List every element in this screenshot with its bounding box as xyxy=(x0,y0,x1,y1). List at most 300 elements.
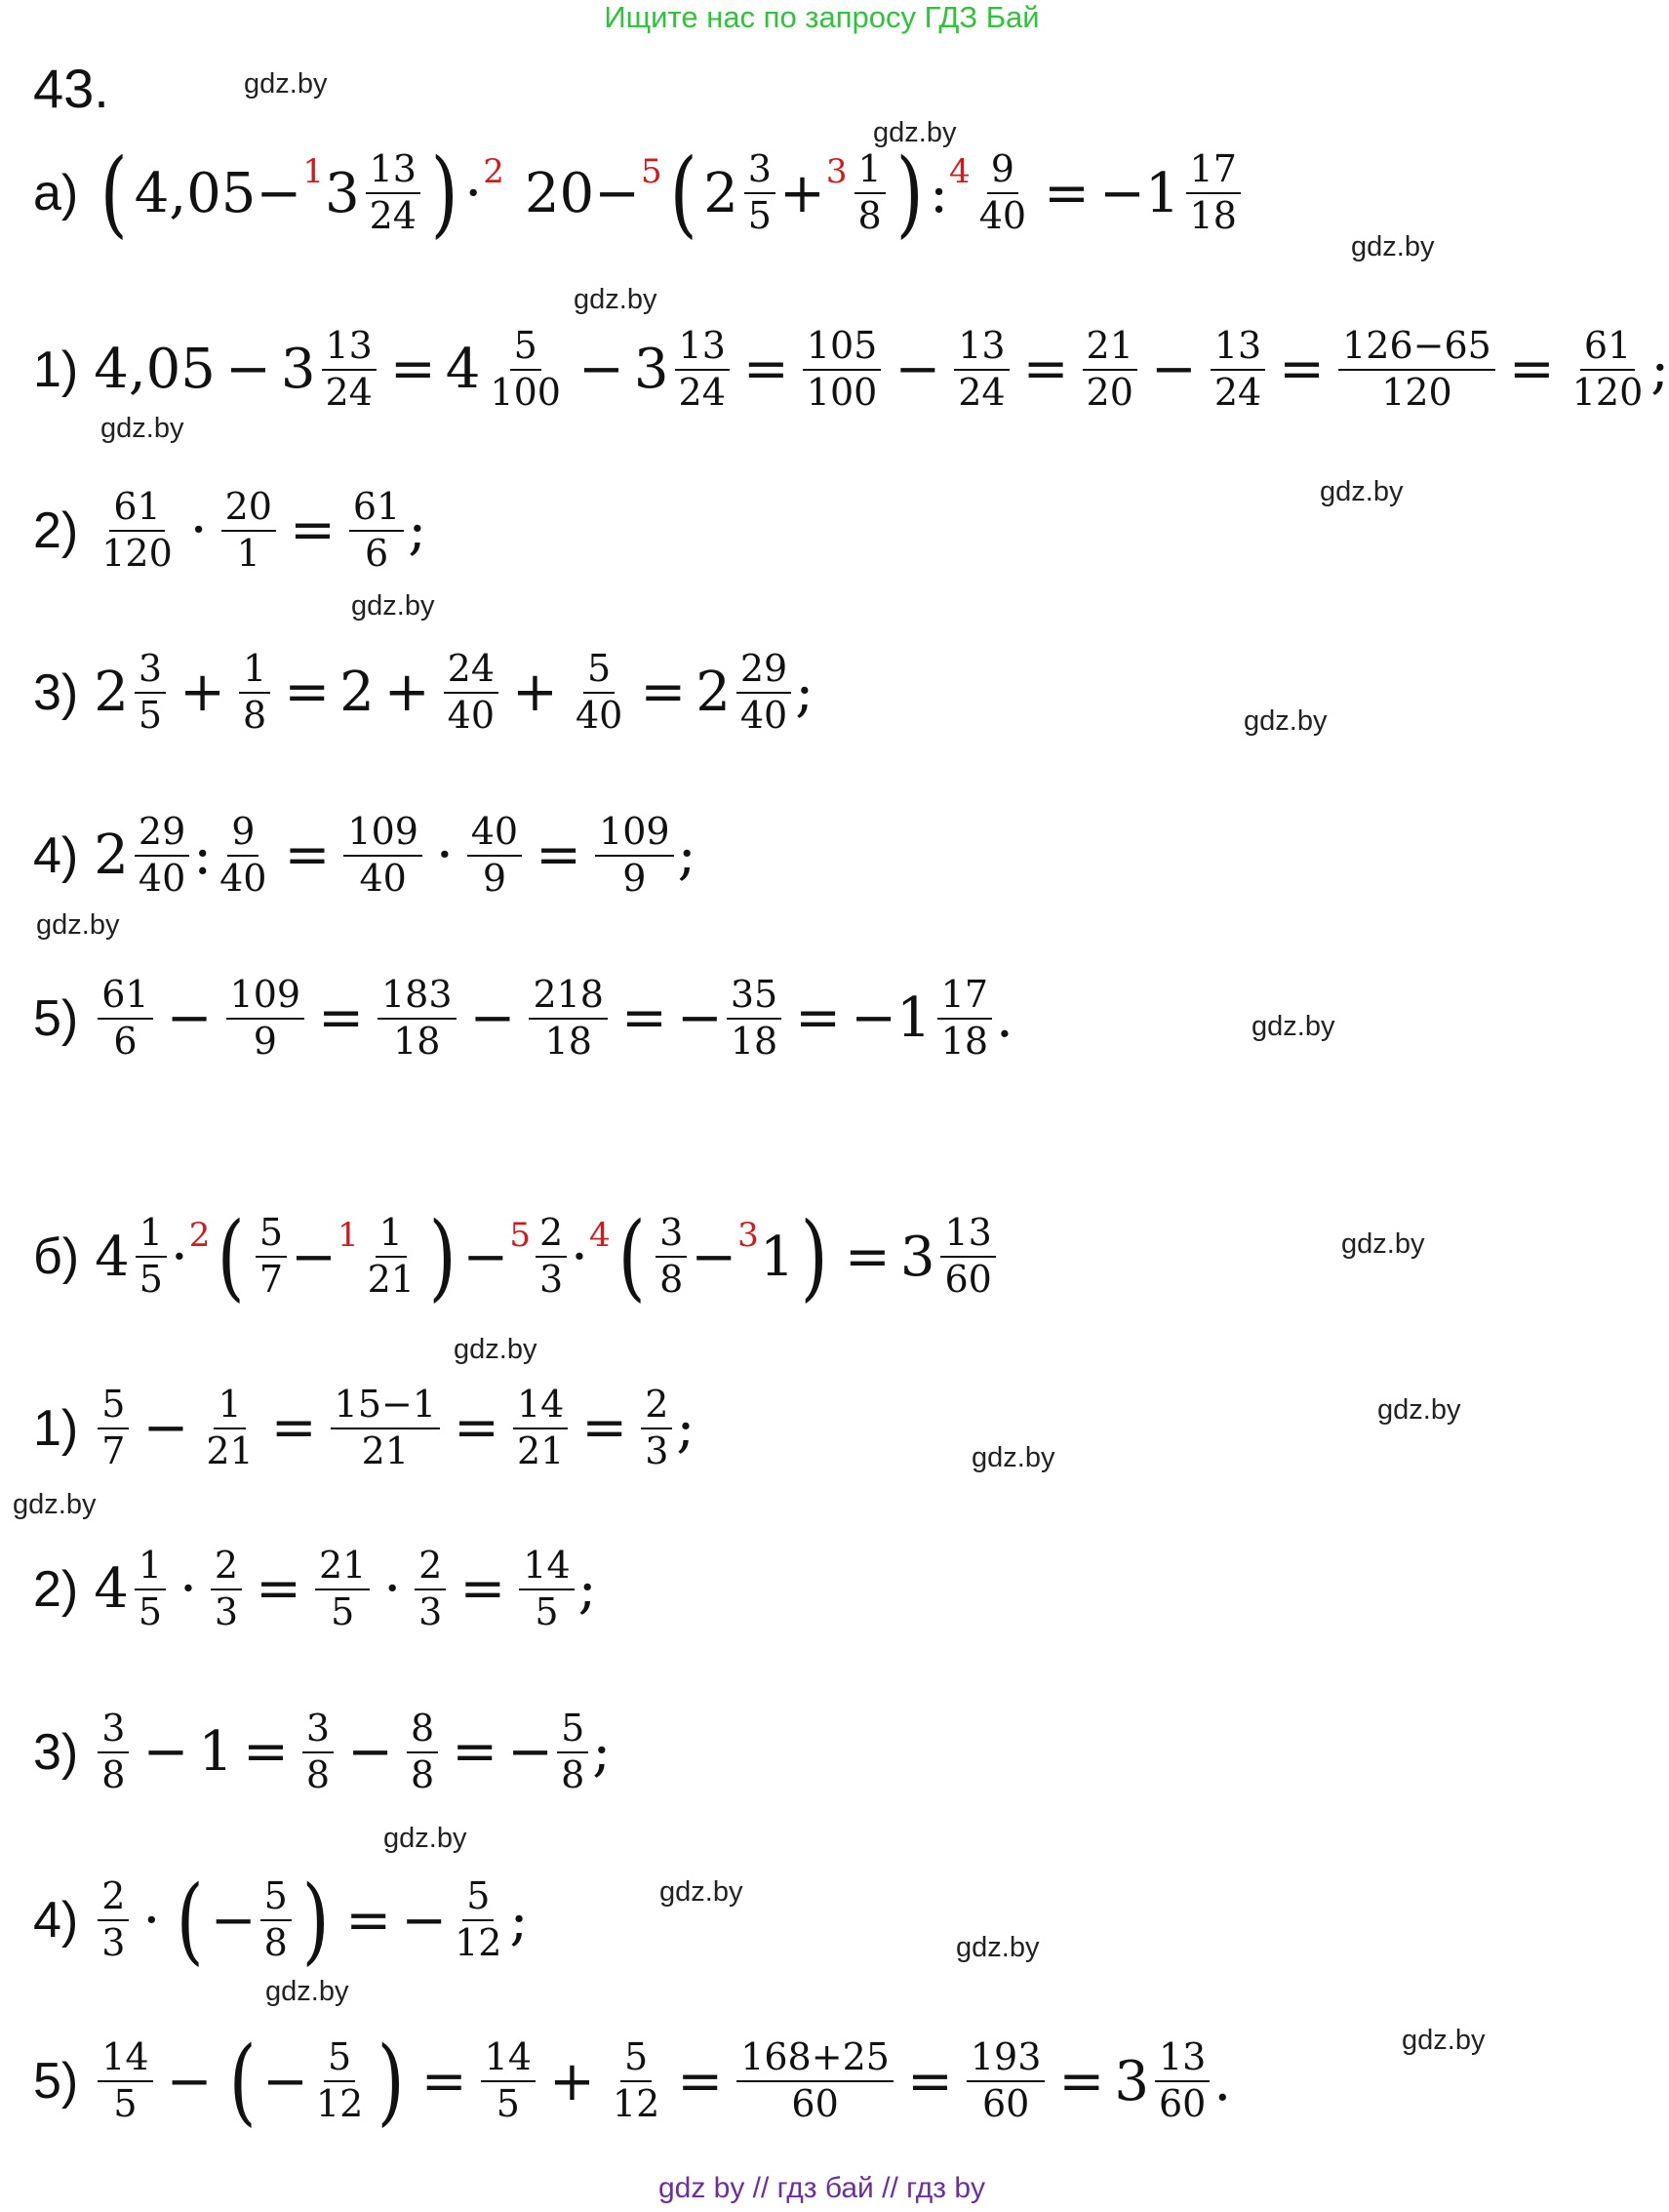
denominator: 24 xyxy=(369,194,417,237)
fraction xyxy=(451,1874,505,1964)
operator: − xyxy=(851,986,897,1051)
denominator: 20 xyxy=(1086,370,1133,414)
operator: = xyxy=(1044,161,1090,225)
numerator: 126−65 xyxy=(1338,327,1495,371)
fraction xyxy=(1186,147,1241,237)
part-b-step-5 xyxy=(33,2027,1232,2136)
whole-part: 3 xyxy=(280,338,316,402)
punctuation: ; xyxy=(577,1557,597,1622)
numerator: 1 xyxy=(135,1547,166,1590)
part-b-step-3 xyxy=(33,1709,611,1795)
denominator: 8 xyxy=(101,1752,126,1796)
part-b-expression xyxy=(33,1202,1000,1311)
denominator: 5 xyxy=(331,1589,355,1633)
fraction xyxy=(609,2035,663,2125)
operator: · xyxy=(170,1225,188,1289)
operator: − xyxy=(256,161,302,225)
operator: · xyxy=(464,161,483,225)
numerator: 3 xyxy=(656,1214,687,1258)
fraction xyxy=(656,1211,687,1301)
denominator: 8 xyxy=(411,1752,435,1796)
numerator: 17 xyxy=(937,976,992,1020)
whole-part: 3 xyxy=(324,161,360,225)
denominator: 40 xyxy=(219,856,267,900)
operator: − xyxy=(166,2049,213,2113)
number: 2 xyxy=(339,661,375,725)
fraction xyxy=(98,973,152,1063)
numerator: 61 xyxy=(98,976,152,1020)
operator: − xyxy=(401,1888,448,1952)
numerator: 2 xyxy=(536,1214,567,1258)
denominator: 100 xyxy=(490,370,561,414)
operator: = xyxy=(677,2049,724,2113)
operator: − xyxy=(469,986,516,1051)
fraction xyxy=(202,1383,257,1472)
part-a-step-1 xyxy=(33,324,1669,414)
numerator: 61 xyxy=(109,488,164,532)
fraction xyxy=(256,1211,287,1301)
whole-part: 2 xyxy=(695,661,731,725)
operator: = xyxy=(284,661,331,725)
numerator: 29 xyxy=(736,650,791,694)
step-label: 3) xyxy=(33,664,79,721)
denominator: 24 xyxy=(325,370,373,414)
numerator: 35 xyxy=(727,976,781,1020)
numerator: 5 xyxy=(98,1386,129,1429)
denominator: 1 xyxy=(236,531,260,575)
watermark: gdz.by xyxy=(1351,231,1435,262)
denominator: 18 xyxy=(544,1019,592,1063)
numerator: 13 xyxy=(954,327,1009,371)
numerator: 5 xyxy=(557,1709,588,1753)
numerator: 5 xyxy=(620,2038,652,2082)
fraction xyxy=(415,1544,446,1633)
numerator: 5 xyxy=(462,1877,494,1921)
denominator: 40 xyxy=(739,693,788,737)
numerator: 3 xyxy=(744,150,775,194)
numerator: 5 xyxy=(324,2038,355,2082)
number: 1 xyxy=(198,1720,233,1785)
operator: + xyxy=(512,661,558,725)
operator: = xyxy=(620,986,667,1051)
part-a-step-4 xyxy=(33,810,696,900)
operator: : xyxy=(193,824,213,888)
denominator: 12 xyxy=(315,2082,364,2125)
operator: − xyxy=(577,338,624,402)
fraction xyxy=(226,973,305,1063)
punctuation: . xyxy=(1213,2049,1232,2113)
numerator: 13 xyxy=(675,327,730,371)
whole-part: 3 xyxy=(1114,2049,1149,2113)
fraction xyxy=(744,147,775,237)
denominator: 7 xyxy=(258,1258,284,1301)
operator: − xyxy=(1098,161,1145,225)
denominator: 24 xyxy=(1213,370,1262,414)
fraction xyxy=(98,1383,129,1472)
step-label: 2) xyxy=(33,1560,79,1618)
denominator: 9 xyxy=(253,1019,277,1063)
operator: = xyxy=(906,2049,953,2113)
fraction xyxy=(519,1544,574,1633)
denominator: 24 xyxy=(958,370,1006,414)
fraction xyxy=(572,647,626,737)
operator: = xyxy=(284,824,331,888)
operator: = xyxy=(389,338,436,402)
numerator: 61 xyxy=(1580,327,1635,371)
watermark: gdz.by xyxy=(659,1876,743,1908)
denominator: 6 xyxy=(113,1019,138,1063)
order-mark: 5 xyxy=(509,1216,531,1255)
operator: − xyxy=(224,338,271,402)
punctuation: ; xyxy=(408,499,427,563)
punctuation: ; xyxy=(509,1888,529,1952)
watermark: gdz.by xyxy=(1320,476,1404,507)
watermark: gdz.by xyxy=(265,1976,349,2007)
denominator: 5 xyxy=(138,1589,163,1633)
whole-part: 2 xyxy=(94,661,129,725)
punctuation: ; xyxy=(1650,338,1669,402)
numerator: 40 xyxy=(467,813,522,857)
denominator: 6 xyxy=(364,531,389,575)
punctuation: ; xyxy=(795,661,815,725)
fraction xyxy=(727,973,781,1063)
operator: − xyxy=(691,1225,737,1289)
denominator: 60 xyxy=(791,2082,839,2125)
denominator: 3 xyxy=(418,1589,443,1633)
numerator: 17 xyxy=(1186,150,1241,194)
operator: = xyxy=(795,986,842,1051)
paren-right: ) xyxy=(301,1866,330,1975)
top-banner: Ищите нас по запросу ГДЗ Бай xyxy=(604,0,1040,34)
numerator: 13 xyxy=(322,327,377,371)
fraction xyxy=(595,810,674,900)
paren-right: ) xyxy=(430,139,458,248)
fraction xyxy=(486,324,565,414)
order-mark: 4 xyxy=(949,152,971,191)
operator: · xyxy=(571,1225,588,1289)
operator: = xyxy=(1022,338,1069,402)
numerator: 20 xyxy=(221,488,276,532)
denominator: 12 xyxy=(455,1921,502,1964)
part-a-step-3 xyxy=(33,647,815,737)
fraction xyxy=(967,2035,1046,2125)
denominator: 40 xyxy=(978,194,1027,237)
operator: · xyxy=(435,824,454,888)
operator: · xyxy=(179,1557,197,1622)
numerator: 183 xyxy=(378,976,457,1020)
paren-left: ( xyxy=(617,1202,646,1311)
operator: − xyxy=(261,2049,308,2113)
operator: = xyxy=(536,824,582,888)
denominator: 5 xyxy=(535,1589,559,1633)
numerator: 109 xyxy=(226,976,305,1020)
fraction xyxy=(1083,324,1137,414)
operator: + xyxy=(549,2049,595,2113)
fraction xyxy=(98,1874,129,1964)
fraction xyxy=(216,810,270,900)
numerator: 13 xyxy=(366,150,420,194)
operator: · xyxy=(142,1888,161,1952)
fraction xyxy=(937,973,992,1063)
denominator: 9 xyxy=(622,856,647,900)
numerator: 21 xyxy=(1083,327,1137,371)
whole-part: 2 xyxy=(703,161,738,225)
fraction xyxy=(315,1544,370,1633)
denominator: 3 xyxy=(101,1921,126,1964)
fraction xyxy=(136,1211,167,1301)
operator: = xyxy=(256,1557,301,1622)
denominator: 7 xyxy=(101,1428,126,1472)
fraction xyxy=(940,1211,995,1301)
whole-part: 3 xyxy=(899,1225,935,1289)
fraction xyxy=(975,147,1030,237)
number: 4,05 xyxy=(134,161,257,225)
operator: − xyxy=(166,986,213,1051)
fraction xyxy=(260,1874,292,1964)
numerator: 13 xyxy=(1211,327,1265,371)
fraction xyxy=(407,1709,438,1795)
part-b-step-4 xyxy=(33,1866,529,1975)
operator: = xyxy=(420,2049,467,2113)
operator: · xyxy=(189,499,208,563)
operator: + xyxy=(778,161,825,225)
numerator: 5 xyxy=(260,1877,292,1921)
step-label: 5) xyxy=(33,2053,79,2110)
operator: = xyxy=(459,1557,506,1622)
number: 20 xyxy=(524,161,595,225)
denominator: 8 xyxy=(659,1258,684,1301)
operator: = xyxy=(454,1396,499,1461)
operator: = xyxy=(452,1720,498,1785)
watermark: gdz.by xyxy=(244,68,328,100)
numerator: 9 xyxy=(987,150,1018,194)
order-mark: 2 xyxy=(483,152,504,191)
punctuation: ; xyxy=(677,824,696,888)
numerator: 5 xyxy=(583,650,615,694)
paren-right: ) xyxy=(895,139,924,248)
fraction xyxy=(1338,324,1495,414)
numerator: 2 xyxy=(641,1386,672,1429)
fraction xyxy=(536,1211,567,1301)
denominator: 5 xyxy=(138,693,163,737)
denominator: 60 xyxy=(981,2082,1030,2125)
paren-right: ) xyxy=(377,2027,406,2136)
operator: − xyxy=(291,1225,337,1289)
numerator: 2 xyxy=(98,1877,129,1921)
denominator: 24 xyxy=(678,370,726,414)
part-label: б) xyxy=(33,1228,80,1285)
whole-part: 4 xyxy=(94,1557,129,1622)
denominator: 18 xyxy=(730,1019,778,1063)
operator: − xyxy=(462,1225,509,1289)
step-label: 4) xyxy=(33,826,79,884)
numerator: 1 xyxy=(239,650,270,694)
whole-part: 2 xyxy=(94,824,129,888)
fraction xyxy=(239,647,270,737)
order-mark: 4 xyxy=(588,1216,611,1255)
fraction xyxy=(1155,2035,1210,2125)
operator: = xyxy=(345,1888,392,1952)
paren-left: ( xyxy=(669,139,697,248)
operator: · xyxy=(383,1557,402,1622)
watermark: gdz.by xyxy=(383,1823,467,1854)
operator: + xyxy=(383,661,430,725)
denominator: 5 xyxy=(113,2082,138,2125)
denominator: 120 xyxy=(101,531,173,575)
watermark: gdz.by xyxy=(454,1334,537,1365)
denominator: 8 xyxy=(561,1752,585,1796)
watermark: gdz.by xyxy=(1377,1394,1461,1426)
numerator: 5 xyxy=(510,327,541,371)
operator: − xyxy=(1150,338,1197,402)
fraction xyxy=(135,1544,166,1633)
denominator: 8 xyxy=(857,194,882,237)
order-mark: 2 xyxy=(188,1216,211,1255)
operator: − xyxy=(507,1720,554,1785)
fraction xyxy=(641,1383,672,1472)
denominator: 8 xyxy=(243,693,267,737)
denominator: 18 xyxy=(940,1019,989,1063)
fraction xyxy=(322,324,377,414)
watermark: gdz.by xyxy=(956,1932,1040,1963)
denominator: 100 xyxy=(806,370,878,414)
operator: = xyxy=(844,1225,891,1289)
operator: = xyxy=(270,1396,317,1461)
operator: − xyxy=(894,338,941,402)
denominator: 40 xyxy=(447,693,496,737)
whole-part: 4 xyxy=(445,338,481,402)
order-mark: 1 xyxy=(302,152,324,191)
fraction xyxy=(736,647,791,737)
watermark: gdz.by xyxy=(13,1489,97,1520)
watermark: gdz.by xyxy=(100,413,184,444)
paren-left: ( xyxy=(99,139,129,248)
operator: = xyxy=(318,986,364,1051)
fraction xyxy=(135,810,189,900)
numerator: 1 xyxy=(854,150,886,194)
numerator: 193 xyxy=(967,2038,1046,2082)
numerator: 14 xyxy=(519,1547,574,1590)
operator: − xyxy=(210,1888,257,1952)
fraction xyxy=(98,2035,152,2125)
part-label: а) xyxy=(33,165,79,221)
paren-left: ( xyxy=(228,2027,257,2136)
fraction xyxy=(1211,324,1265,414)
footer-links: gdz by // гдз бай // гдз by xyxy=(657,2172,986,2204)
numerator: 29 xyxy=(135,813,189,857)
operator: − xyxy=(347,1720,394,1785)
numerator: 1 xyxy=(136,1214,167,1258)
fraction xyxy=(467,810,522,900)
numerator: 8 xyxy=(407,1709,438,1753)
punctuation: . xyxy=(996,986,1013,1051)
watermark: gdz.by xyxy=(1244,705,1328,737)
denominator: 3 xyxy=(538,1258,564,1301)
order-mark: 3 xyxy=(825,152,848,191)
number: 1 xyxy=(759,1225,795,1289)
problem-number: 43. xyxy=(33,58,109,119)
whole-part: 3 xyxy=(633,338,669,402)
operator: = xyxy=(1279,338,1326,402)
denominator: 18 xyxy=(393,1019,441,1063)
fraction xyxy=(135,647,166,737)
watermark: gdz.by xyxy=(36,909,120,941)
numerator: 14 xyxy=(481,2038,536,2082)
numerator: 3 xyxy=(98,1709,129,1753)
fraction xyxy=(302,1709,334,1795)
numerator: 168+25 xyxy=(736,2038,894,2082)
punctuation: ; xyxy=(676,1396,695,1461)
numerator: 1 xyxy=(214,1386,245,1429)
denominator: 21 xyxy=(206,1428,254,1472)
fraction xyxy=(312,2035,367,2125)
part-b-step-1 xyxy=(33,1383,695,1472)
numerator: 24 xyxy=(444,650,498,694)
numerator: 15−1 xyxy=(331,1386,440,1429)
part-a-step-5 xyxy=(33,973,1013,1063)
fraction xyxy=(557,1709,588,1795)
numerator: 3 xyxy=(302,1709,334,1753)
fraction xyxy=(98,485,177,575)
operator: = xyxy=(243,1720,289,1785)
denominator: 9 xyxy=(482,856,507,900)
operator: − xyxy=(594,161,641,225)
operator: = xyxy=(289,499,336,563)
fraction xyxy=(349,485,404,575)
watermark: gdz.by xyxy=(574,284,657,315)
step-label: 5) xyxy=(33,989,79,1047)
fraction xyxy=(378,973,457,1063)
fraction xyxy=(331,1383,440,1472)
paren-left: ( xyxy=(176,1866,205,1975)
paren-right: ) xyxy=(428,1202,457,1311)
fraction xyxy=(854,147,886,237)
operator: = xyxy=(581,1396,628,1461)
denominator: 12 xyxy=(612,2082,660,2125)
order-mark: 5 xyxy=(641,152,662,191)
fraction xyxy=(98,1709,129,1795)
step-label: 3) xyxy=(33,1723,79,1781)
fraction xyxy=(954,324,1009,414)
fraction xyxy=(513,1383,568,1472)
operator: = xyxy=(1058,2049,1105,2113)
paren-left: ( xyxy=(218,1202,246,1311)
paren-right: ) xyxy=(801,1202,829,1311)
fraction xyxy=(675,324,730,414)
operator: = xyxy=(640,661,687,725)
numerator: 1 xyxy=(376,1214,407,1258)
numerator: 109 xyxy=(595,813,674,857)
denominator: 5 xyxy=(747,194,772,237)
numerator: 9 xyxy=(227,813,258,857)
numerator: 105 xyxy=(803,327,882,371)
operator: − xyxy=(142,1720,189,1785)
fraction xyxy=(366,147,420,237)
numerator: 109 xyxy=(343,813,422,857)
step-label: 4) xyxy=(33,1892,79,1949)
number: 4,05 xyxy=(94,338,216,402)
fraction xyxy=(364,1211,418,1301)
part-a-step-2 xyxy=(33,485,427,575)
fraction xyxy=(1569,324,1648,414)
numerator: 3 xyxy=(135,650,166,694)
watermark: gdz.by xyxy=(1402,2025,1486,2056)
punctuation: ; xyxy=(592,1720,612,1785)
denominator: 8 xyxy=(305,1752,331,1796)
numerator: 2 xyxy=(211,1547,242,1590)
operator: + xyxy=(179,661,225,725)
step-label: 1) xyxy=(33,1399,79,1457)
